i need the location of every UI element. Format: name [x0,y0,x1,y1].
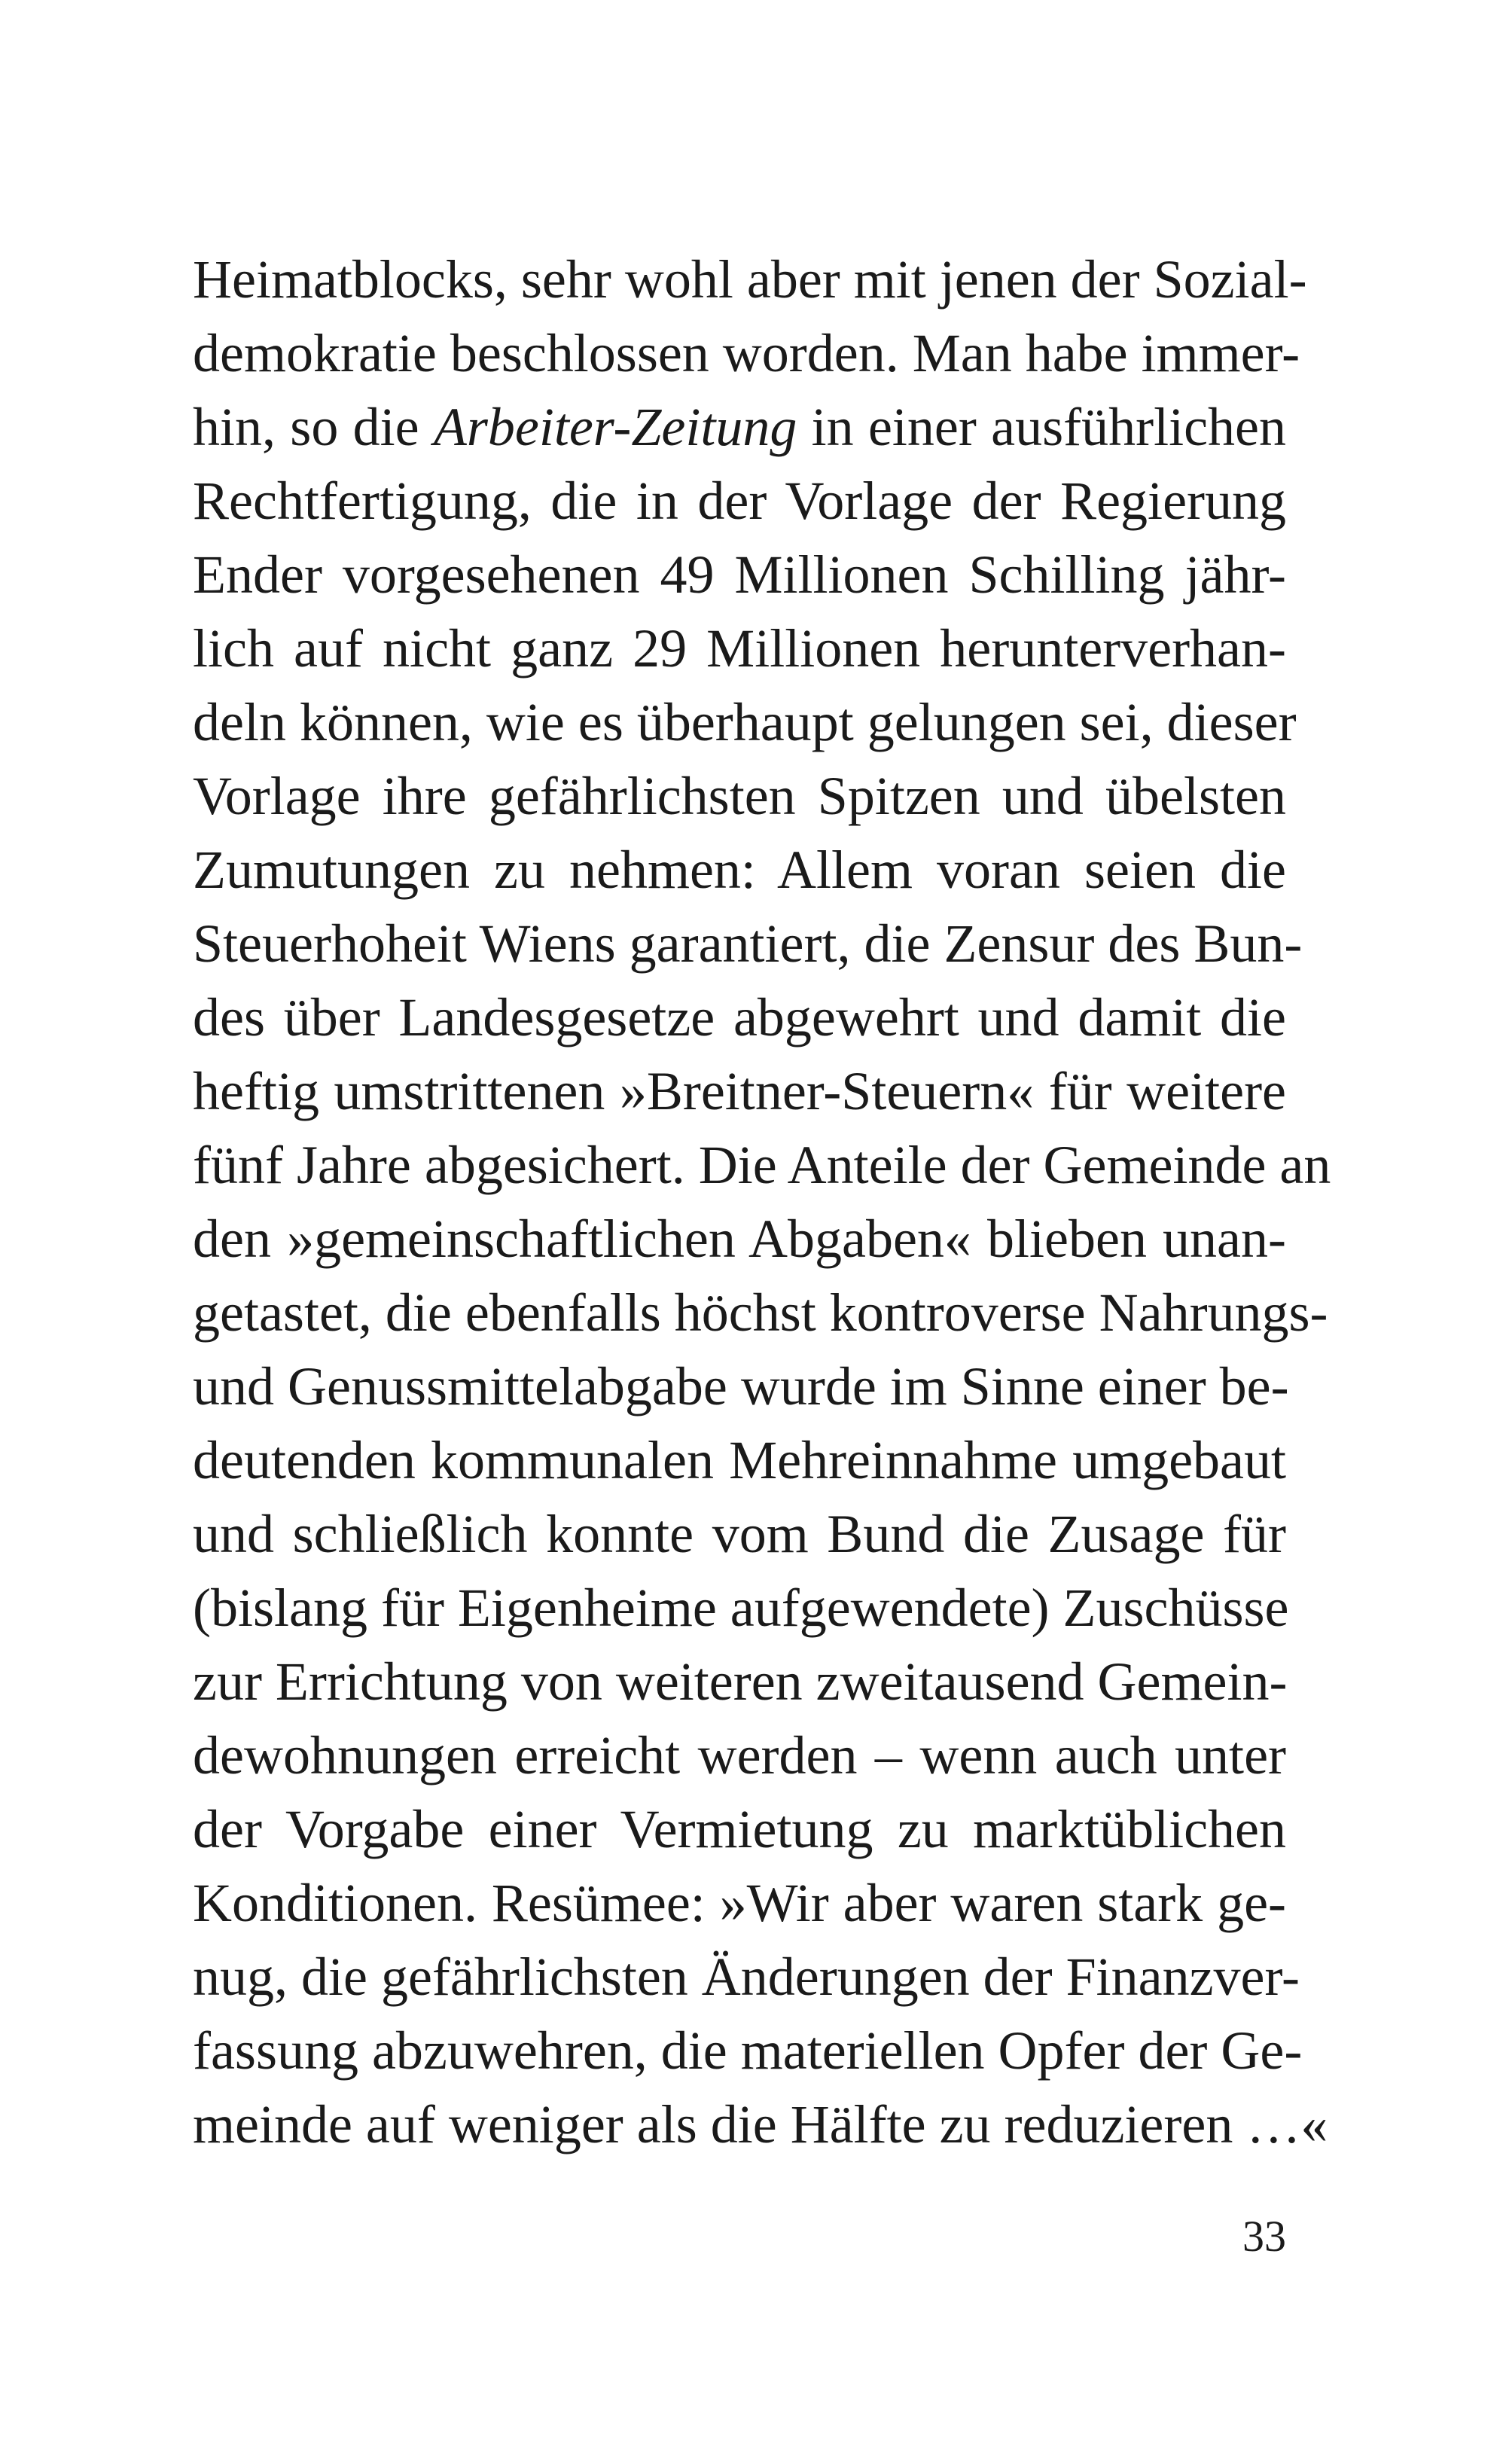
text-line: Konditionen. Resümee: »Wir aber waren stark ge- [193,1873,1286,1933]
text-line: Rechtfertigung, die in der Vorlage der Regierung [193,471,1286,531]
text-line: Heimatblocks, sehr wohl aber mit jenen der Sozial- [193,249,1307,310]
page-number: 33 [1242,2212,1286,2261]
text-line: den »gemeinschaftlichen Abgaben« blieben unan- [193,1209,1286,1269]
text-segment: hin, so die [193,397,434,457]
text-line: des über Landesgesetze abgewehrt und damit die [193,987,1286,1048]
text-line: dewohnungen erreicht werden – wenn auch unter [193,1725,1286,1785]
text-line [193,390,1286,464]
text-line: der Vorgabe einer Vermietung zu marktüblichen [193,1799,1286,1859]
text-segment: in einer ausführlichen [797,397,1286,457]
text-line: deln können, wie es überhaupt gelungen sei, dieser [193,692,1297,752]
newspaper-title: Arbeiter-Zeitung [433,397,797,457]
text-line: demokratie beschlossen worden. Man habe immer- [193,323,1300,383]
body-text [193,242,1331,2161]
text-line: deutenden kommunalen Mehreinnahme umgebaut [193,1430,1286,1490]
text-line: heftig umstrittenen »Breitner-Steuern« für weitere [193,1061,1286,1121]
text-line: und schließlich konnte vom Bund die Zusage für [193,1504,1286,1564]
text-line: Steuerhoheit Wiens garantiert, die Zensur des Bun- [193,913,1303,974]
text-line: (bislang für Eigenheime aufgewendete) Zuschüsse [193,1578,1289,1638]
text-line: meinde auf weniger als die Hälfte zu reduzieren …« [193,2094,1328,2154]
text-line: getastet, die ebenfalls höchst kontroverse Nahrungs- [193,1282,1328,1343]
text-line: fünf Jahre abgesichert. Die Anteile der Gemeinde an [193,1135,1331,1195]
text-line: fassung abzuwehren, die materiellen Opfer der Ge- [193,2020,1303,2081]
text-line: zur Errichtung von weiteren zweitausend Gemein- [193,1651,1288,1712]
text-line: nug, die gefährlichsten Änderungen der Finanzver- [193,1947,1300,2007]
text-line: und Genussmittelabgabe wurde im Sinne einer be- [193,1356,1289,1416]
text-line: Vorlage ihre gefährlichsten Spitzen und übelsten [193,766,1286,826]
text-line: lich auf nicht ganz 29 Millionen herunterverhan- [193,618,1286,679]
text-line: Zumutungen zu nehmen: Allem voran seien die [193,840,1286,900]
text-line: Ender vorgesehenen 49 Millionen Schilling jähr- [193,544,1286,605]
